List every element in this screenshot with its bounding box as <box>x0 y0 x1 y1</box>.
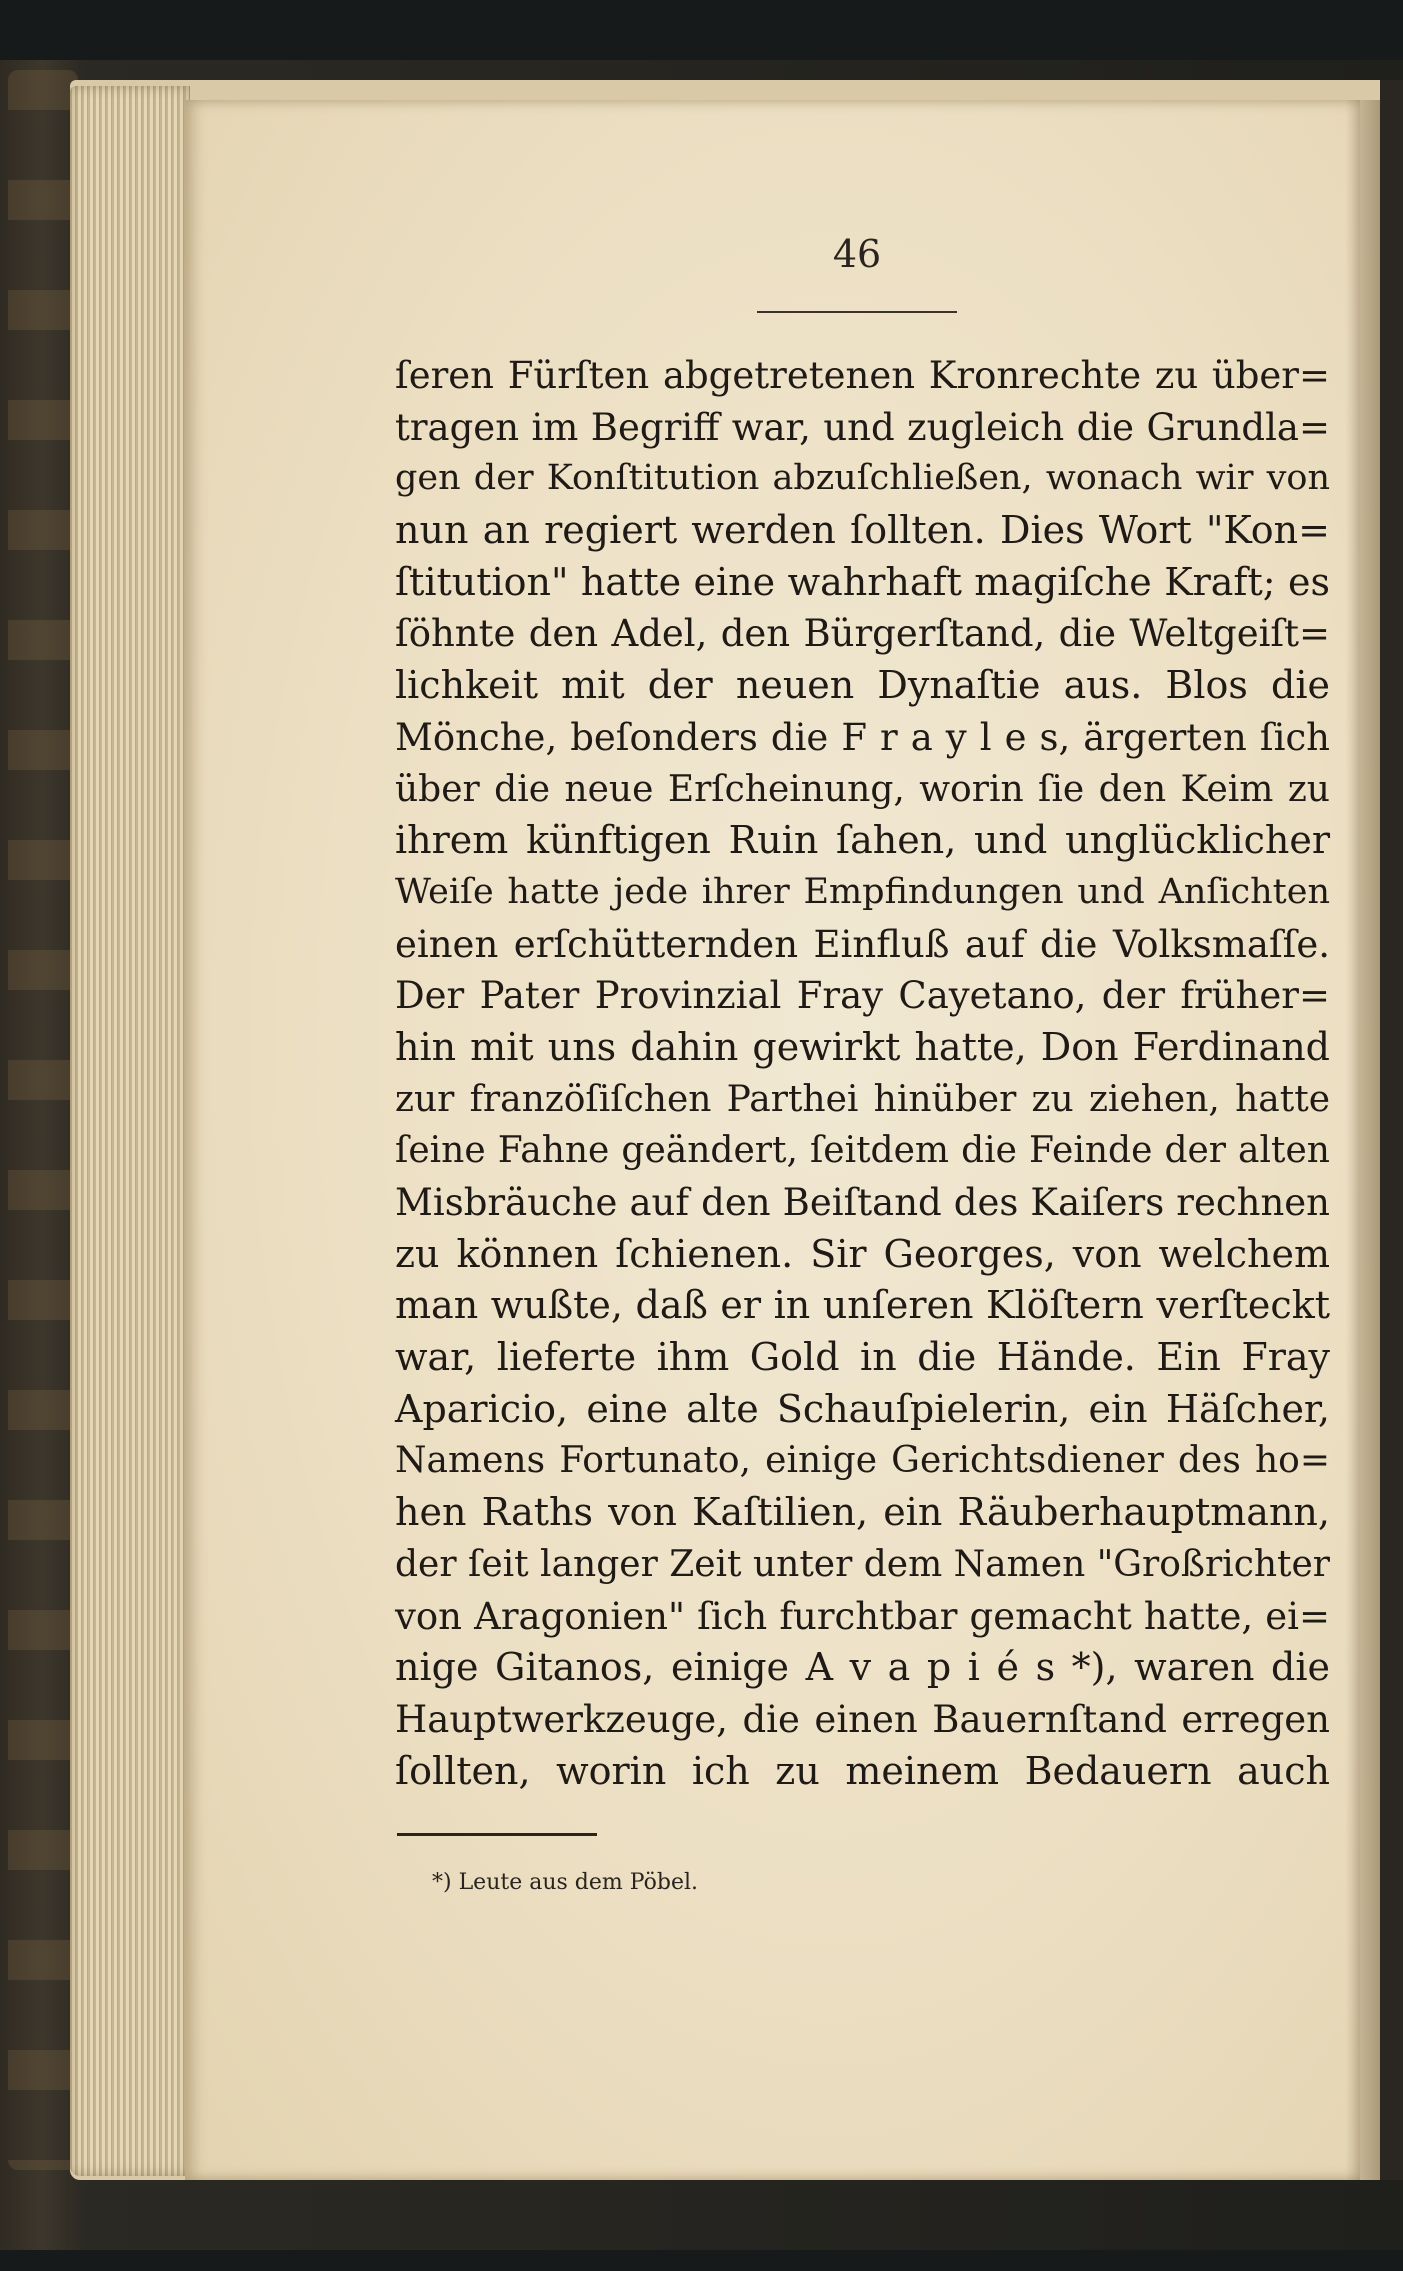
text-line: Der Pater Provinzial Fray Cayetano, der früher= <box>395 974 1330 1018</box>
text-line: zu können ſchienen. Sir Georges, von welchem <box>395 1231 1330 1276</box>
text-line: Aparicio, eine alte Schauſpielerin, ein Häſcher, <box>395 1386 1330 1431</box>
text-line: einen erſchütternden Einfluß auf die Volksmaſſe. <box>395 922 1330 966</box>
text-line: gen der Konſtitution abzuſchließen, wonach wir von <box>395 458 1330 499</box>
text-line: Weiſe hatte jede ihrer Empfindungen und Anſichten <box>395 871 1330 912</box>
text-line: Mönche, beſonders die F r a y l e s, ärgerten ſich <box>395 715 1330 759</box>
page-number: 46 <box>832 232 882 276</box>
text-line: der ſeit langer Zeit unter dem Namen "Großrichter <box>395 1543 1331 1585</box>
text-line: war, lieferte ihm Gold in die Hände. Ein Fray <box>395 1335 1330 1380</box>
binding <box>1380 80 1403 2180</box>
text-line: lichkeit mit der neuen Dynaſtie aus. Blos die <box>395 663 1330 708</box>
text-line: Namens Fortunato, einige Gerichtsdiener des ho= <box>395 1440 1330 1482</box>
text-line: ſeine Fahne geändert, ſeitdem die Feinde der alten <box>395 1130 1330 1172</box>
text-line: nun an regiert werden ſollten. Dies Wort "Kon= <box>395 508 1330 553</box>
text-line: hen Raths von Kaſtilien, ein Räuberhauptmann, <box>395 1490 1330 1535</box>
page-edges <box>70 86 190 2176</box>
cover-wear <box>8 70 78 2170</box>
text-line: Misbräuche auf den Beiſtand des Kaiſers rechnen <box>395 1181 1330 1224</box>
text-line: zur franzöſiſchen Parthei hinüber zu ziehen, hatte <box>395 1078 1330 1120</box>
footnote-rule <box>397 1833 597 1836</box>
text-line: ſtitution" hatte eine wahrhaft magiſche Kraft; es <box>395 559 1330 604</box>
text-line: über die neue Erſcheinung, worin ſie den Keim zu <box>395 768 1330 810</box>
text-line: nige Gitanos, einige A v a p i é s *), waren die <box>395 1645 1330 1690</box>
text-line: ſollten, worin ich zu meinem Bedauern auch <box>395 1748 1330 1793</box>
text-line: hin mit uns dahin gewirkt hatte, Don Ferdinand <box>395 1024 1330 1069</box>
text-line: ſeren Fürſten abgetretenen Kronrechte zu über= <box>395 354 1330 397</box>
spine-shadow <box>1345 100 1385 2180</box>
text-line: von Aragonien" ſich furchtbar gemacht hatte, ei= <box>395 1594 1330 1638</box>
text-line: ihrem künftigen Ruin ſahen, und unglücklicher <box>395 818 1330 863</box>
footnote: *) Leute aus dem Pöbel. <box>432 1870 699 1895</box>
text-line: tragen im Begriff war, und zugleich die Grundla= <box>395 405 1330 449</box>
body-text <box>395 350 1330 1797</box>
header-rule <box>757 311 957 313</box>
text-line: ſöhnte den Adel, den Bürgerſtand, die Weltgeiſt= <box>395 612 1330 656</box>
text-line: Hauptwerkzeuge, die einen Bauernſtand erregen <box>395 1697 1330 1741</box>
text-line: man wußte, daß er in unſeren Klöſtern verſteckt <box>395 1283 1330 1328</box>
